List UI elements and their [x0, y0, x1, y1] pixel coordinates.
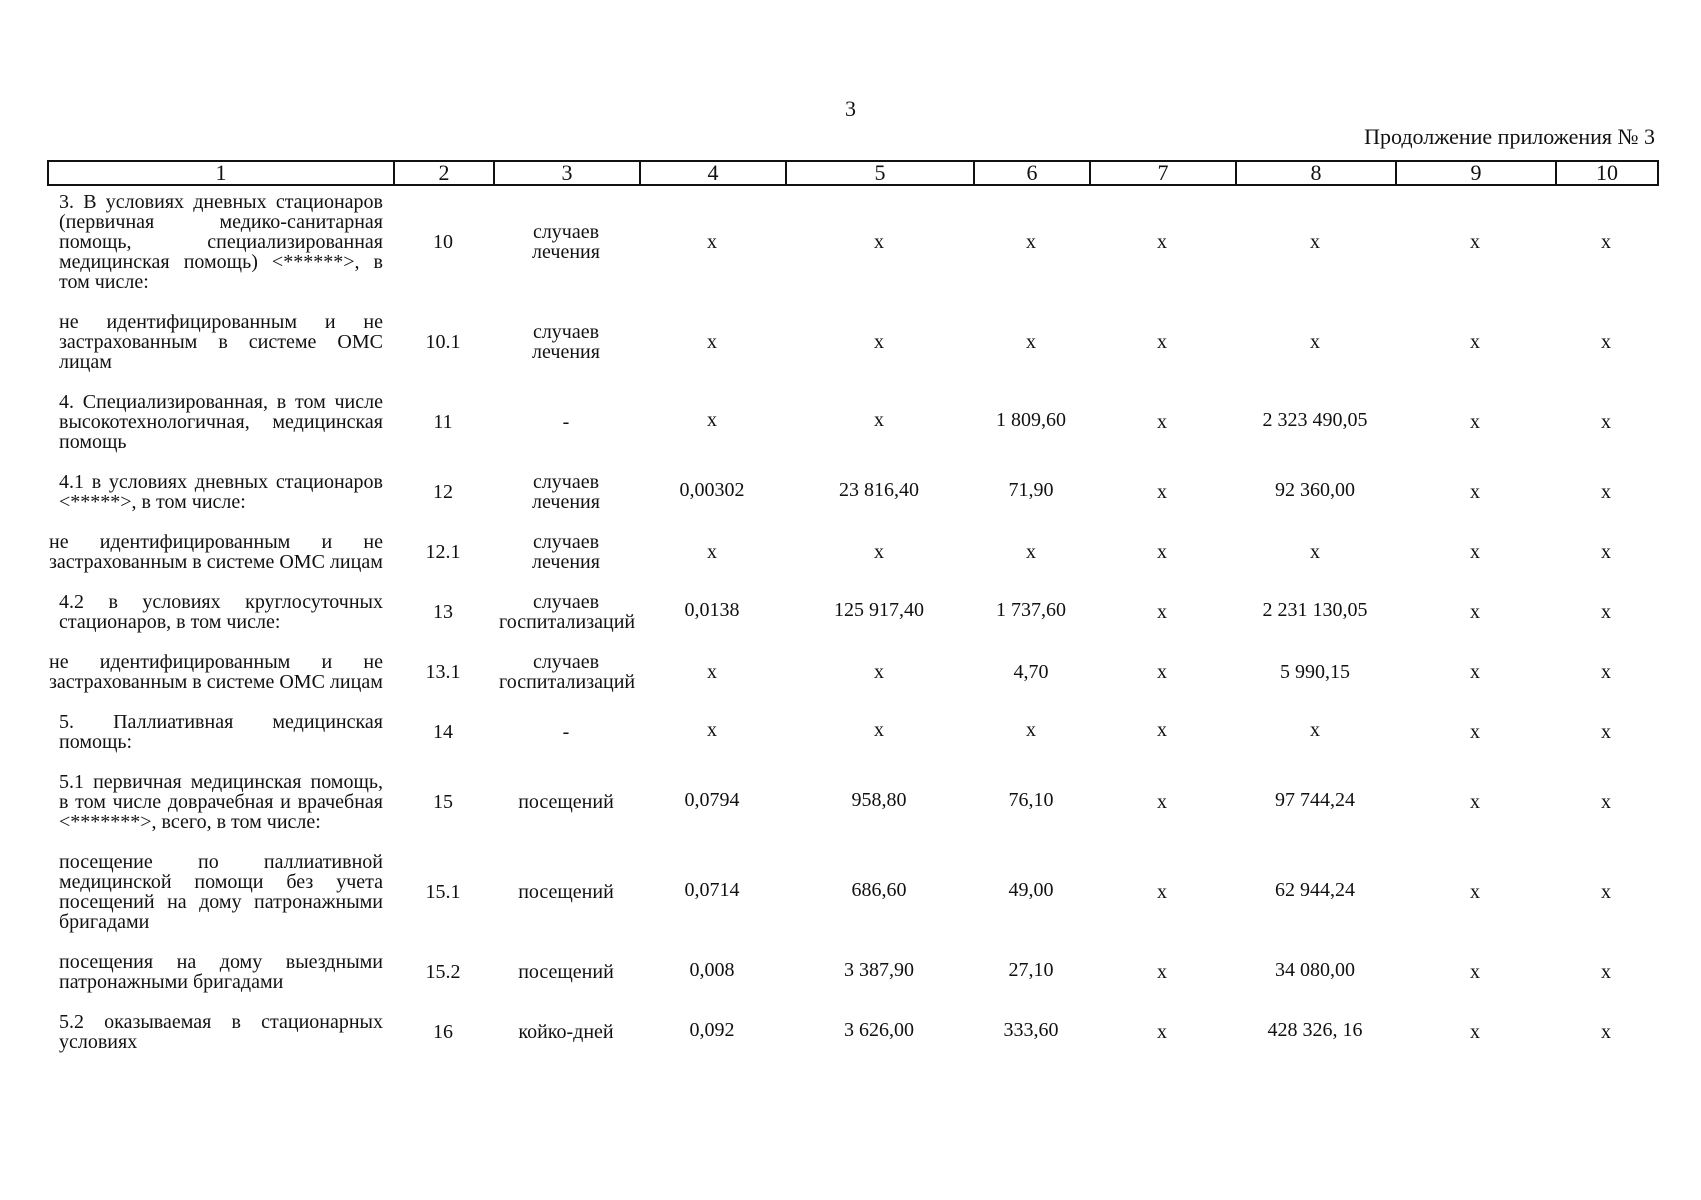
cell-col-10: х [1601, 601, 1611, 623]
cell-col-4: 0,00302 [679, 479, 745, 501]
table-row [47, 1002, 1657, 1062]
cell-col-5: х [874, 541, 884, 563]
cell-col-10: х [1601, 1021, 1611, 1043]
cell-col-9: х [1470, 231, 1480, 253]
cell-col-9: х [1470, 481, 1480, 503]
cell-col-5: х [874, 231, 884, 253]
cell-col-8: 92 360,00 [1275, 479, 1355, 501]
cell-col-9: х [1470, 661, 1480, 683]
column-header-1: 1 [48, 161, 394, 185]
row-unit: - [562, 721, 570, 743]
page-number: 3 [845, 96, 856, 121]
cell-col-4: х [707, 541, 717, 563]
row-unit: посещений [518, 791, 614, 813]
cell-col-9: х [1470, 601, 1480, 623]
cell-col-10: х [1601, 721, 1611, 743]
row-unit: случаев лечения [532, 321, 600, 363]
row-number: 13 [433, 601, 453, 623]
cell-col-4: 0,0714 [684, 879, 740, 901]
cell-col-8: х [1310, 719, 1320, 741]
cell-col-6: 333,60 [1003, 1019, 1059, 1041]
table-row [47, 702, 1657, 762]
column-header-5: 5 [786, 161, 974, 185]
cell-col-6: х [1026, 719, 1036, 741]
cell-col-4: х [707, 661, 717, 683]
cell-col-6: 49,00 [1008, 879, 1054, 901]
cell-col-4: х [707, 331, 717, 353]
row-name: не идентифицированным и не застрахованным в системе ОМС лицам [49, 531, 383, 573]
row-name: не идентифицированным и не застрахованным в системе ОМС лицам [49, 651, 383, 693]
row-name: 4. Специализированная, в том числе высокотехнологичная, медицинская помощь [59, 391, 383, 453]
row-number: 15 [433, 791, 453, 813]
table-row [47, 762, 1657, 842]
row-number: 11 [433, 411, 453, 433]
cell-col-7: х [1157, 601, 1167, 623]
row-number: 10 [433, 231, 453, 253]
data-table [47, 190, 1657, 1062]
cell-col-7: х [1157, 661, 1167, 683]
cell-col-7: х [1157, 541, 1167, 563]
cell-col-5: 23 816,40 [839, 479, 919, 501]
row-unit: случаев лечения [532, 221, 600, 263]
cell-col-4: 0,092 [689, 1019, 735, 1041]
appendix-title: Продолжение приложения № 3 [1364, 124, 1655, 149]
row-name: 4.1 в условиях дневных стационаров <*****>, в том числе: [59, 471, 383, 513]
cell-col-10: х [1601, 541, 1611, 563]
cell-col-7: х [1157, 881, 1167, 903]
cell-col-5: 958,80 [851, 789, 907, 811]
column-header-2: 2 [394, 161, 494, 185]
table-row [47, 190, 1657, 302]
row-unit: случаев госпитализаций [499, 651, 636, 693]
table-row [47, 382, 1657, 462]
cell-col-9: х [1470, 791, 1480, 813]
row-name: 3. В условиях дневных стационаров (первичная медико-санитарная помощь, специализированная медицинская помощь) <******>, в том числе: [59, 191, 383, 293]
cell-col-7: х [1157, 961, 1167, 983]
cell-col-8: 34 080,00 [1275, 959, 1355, 981]
table-row [47, 642, 1657, 702]
table-row [47, 842, 1657, 942]
table-row [47, 582, 1657, 642]
cell-col-5: 3 626,00 [844, 1019, 914, 1041]
cell-col-9: х [1470, 1021, 1480, 1043]
cell-col-9: х [1470, 961, 1480, 983]
column-number-header [47, 160, 1659, 186]
row-number: 15.1 [425, 881, 461, 903]
cell-col-4: 0,008 [689, 959, 735, 981]
cell-col-4: х [707, 231, 717, 253]
cell-col-8: 2 231 130,05 [1262, 599, 1368, 621]
cell-col-5: х [874, 409, 884, 431]
cell-col-5: х [874, 661, 884, 683]
column-header-7: 7 [1090, 161, 1236, 185]
row-unit: случаев лечения [532, 471, 600, 513]
cell-col-5: 125 917,40 [834, 599, 924, 621]
cell-col-6: 71,90 [1008, 479, 1054, 501]
row-number: 12 [433, 481, 453, 503]
row-unit: случаев лечения [532, 531, 600, 573]
cell-col-7: х [1157, 411, 1167, 433]
row-number: 10.1 [425, 331, 461, 353]
row-name: посещения на дому выездными патронажными бригадами [59, 951, 383, 993]
cell-col-7: х [1157, 231, 1167, 253]
cell-col-4: 0,0138 [684, 599, 740, 621]
row-number: 14 [433, 721, 453, 743]
row-unit: случаев госпитализаций [499, 591, 636, 633]
cell-col-7: х [1157, 331, 1167, 353]
row-number: 16 [433, 1021, 453, 1043]
cell-col-6: х [1026, 231, 1036, 253]
column-header-3: 3 [494, 161, 640, 185]
cell-col-5: х [874, 331, 884, 353]
row-unit: посещений [518, 961, 614, 983]
cell-col-6: х [1026, 331, 1036, 353]
row-unit: - [562, 411, 570, 433]
column-header-8: 8 [1236, 161, 1396, 185]
row-name: не идентифицированным и не застрахованным в системе ОМС лицам [59, 311, 383, 373]
cell-col-6: 1 737,60 [996, 599, 1066, 621]
row-name: 4.2 в условиях круглосуточных стационаров, в том числе: [59, 591, 383, 633]
column-header-10: 10 [1556, 161, 1658, 185]
column-header-9: 9 [1396, 161, 1556, 185]
cell-col-10: х [1601, 881, 1611, 903]
cell-col-9: х [1470, 881, 1480, 903]
row-name: 5.2 оказываемая в стационарных условиях [59, 1011, 383, 1053]
cell-col-6: 76,10 [1008, 789, 1054, 811]
row-number: 12.1 [425, 541, 461, 563]
cell-col-6: х [1026, 541, 1036, 563]
row-name: 5.1 первичная медицинская помощь, в том числе доврачебная и врачебная <*******>, всего, в том числе: [59, 771, 383, 833]
row-number: 15.2 [425, 961, 461, 983]
cell-col-8: х [1310, 331, 1320, 353]
cell-col-5: х [874, 719, 884, 741]
cell-col-10: х [1601, 331, 1611, 353]
cell-col-7: х [1157, 1021, 1167, 1043]
cell-col-8: 2 323 490,05 [1262, 409, 1368, 431]
table-row [47, 462, 1657, 522]
table-row [47, 942, 1657, 1002]
cell-col-8: х [1310, 231, 1320, 253]
cell-col-5: 686,60 [851, 879, 907, 901]
cell-col-9: х [1470, 721, 1480, 743]
cell-col-5: 3 387,90 [844, 959, 914, 981]
cell-col-8: 97 744,24 [1275, 789, 1355, 811]
table-row [47, 522, 1657, 582]
cell-col-7: х [1157, 719, 1167, 741]
row-name: 5. Паллиативная медицинская помощь: [59, 711, 383, 753]
column-header-6: 6 [974, 161, 1090, 185]
cell-col-9: х [1470, 541, 1480, 563]
cell-col-8: х [1310, 541, 1320, 563]
cell-col-10: х [1601, 481, 1611, 503]
row-unit: посещений [518, 881, 614, 903]
cell-col-10: х [1601, 961, 1611, 983]
cell-col-7: х [1157, 481, 1167, 503]
cell-col-4: 0,0794 [684, 789, 740, 811]
row-number: 13.1 [425, 661, 461, 683]
cell-col-8: 5 990,15 [1280, 661, 1350, 683]
cell-col-10: х [1601, 791, 1611, 813]
cell-col-6: 27,10 [1008, 959, 1054, 981]
cell-col-7: х [1157, 791, 1167, 813]
cell-col-4: х [707, 409, 717, 431]
cell-col-8: 428 326, 16 [1267, 1019, 1363, 1041]
cell-col-8: 62 944,24 [1275, 879, 1355, 901]
cell-col-6: 1 809,60 [996, 409, 1066, 431]
cell-col-9: х [1470, 331, 1480, 353]
cell-col-4: х [707, 719, 717, 741]
cell-col-6: 4,70 [1013, 661, 1049, 683]
row-name: посещение по паллиативной медицинской помощи без учета посещений на дому патронажными бригадами [59, 851, 383, 933]
cell-col-10: х [1601, 411, 1611, 433]
column-header-4: 4 [640, 161, 786, 185]
cell-col-10: х [1601, 231, 1611, 253]
cell-col-10: х [1601, 661, 1611, 683]
row-unit: койко-дней [518, 1021, 614, 1043]
table-row [47, 302, 1657, 382]
cell-col-9: х [1470, 411, 1480, 433]
